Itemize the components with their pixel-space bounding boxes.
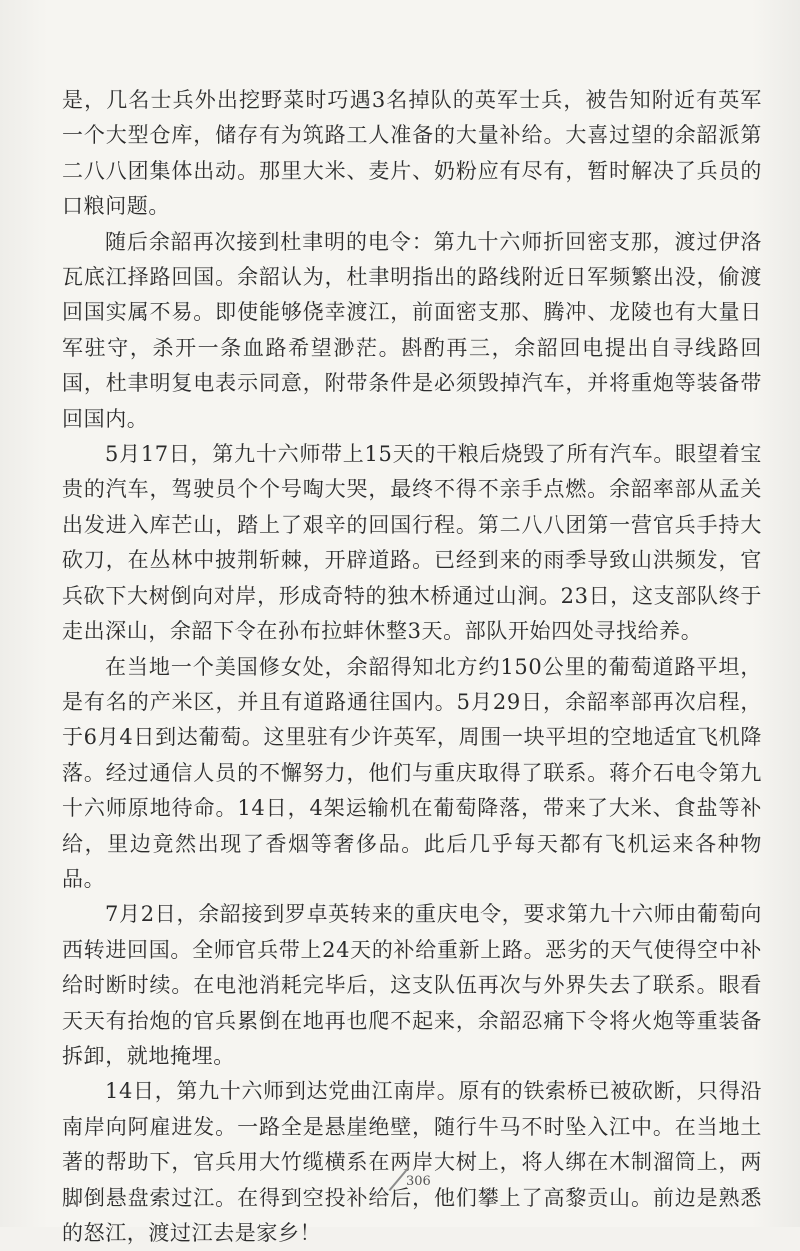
paragraph-4: 在当地一个美国修女处，余韶得知北方约150公里的葡萄道路平坦，是有名的产米区，并且有道路通往国内。5月29日，余韶率部再次启程，于6月4日到达葡萄。这里驻有少许英军，周围一块平坦的空地适宜飞机降落。经过通信人员的不懈努力，他们与重庆取得了联系。蒋介石电令第九十六师原地待命。14日，4架运输机在葡萄降落，带来了大米、食盐等补给，里边竟然出现了香烟等奢侈品。此后几乎每天都有飞机运来各种物品。 <box>62 654 762 891</box>
page-number: 306 <box>406 1174 431 1189</box>
paragraph-1: 是，几名士兵外出挖野菜时巧遇3名掉队的英军士兵，被告知附近有英军一个大型仓库，储存有为筑路工人准备的大量补给。大喜过望的余韶派第二八八团集体出动。那里大米、麦片、奶粉应有尽有，暂时解决了兵员的口粮问题。 <box>62 88 762 219</box>
paragraph-2: 随后余韶再次接到杜聿明的电令：第九十六师折回密支那，渡过伊洛瓦底江择路回国。余韶认为，杜聿明指出的路线附近日军频繁出没，偷渡回国实属不易。即使能够侥幸渡江，前面密支那、腾冲、龙陵也有大量日军驻守，杀开一条血路希望渺茫。斟酌再三，余韶回电提出自寻线路回国，杜聿明复电表示同意，附带条件是必须毁掉汽车，并将重炮等装备带回国内。 <box>62 229 762 431</box>
paragraph-5: 7月2日，余韶接到罗卓英转来的重庆电令，要求第九十六师由葡萄向西转进回国。全师官兵带上24天的补给重新上路。恶劣的天气使得空中补给时断时续。在电池消耗完毕后，这支队伍再次与外界失去了联系。眼看天天有抬炮的官兵累倒在地再也爬不起来，余韶忍痛下令将火炮等重装备拆卸，就地掩埋。 <box>62 902 762 1068</box>
body-text <box>62 83 762 1251</box>
paragraph-3: 5月17日，第九十六师带上15天的干粮后烧毁了所有汽车。眼望着宝贵的汽车，驾驶员个个号啕大哭，最终不得不亲手点燃。余韶率部从孟关出发进入库芒山，踏上了艰辛的回国行程。第二八八团第一营官兵手持大砍刀，在丛林中披荆斩棘，开辟道路。已经到来的雨季导致山洪频发，官兵砍下大树倒向对岸，形成奇特的独木桥通过山涧。23日，这支部队终于走出深山，余韶下令在孙布拉蚌休整3天。部队开始四处寻找给养。 <box>62 442 762 644</box>
paragraph-6: 14日，第九十六师到达党曲江南岸。原有的铁索桥已被砍断，只得沿南岸向阿雇进发。一路全是悬崖绝壁，随行牛马不时坠入江中。在当地土著的帮助下，官兵用大竹缆横系在两岸大树上，将人绑在木制溜筒上，两脚倒悬盘索过江。在得到空投补给后，他们攀上了高黎贡山。前边是熟悉的怒江，渡过江去是家乡！ <box>62 1079 762 1245</box>
page-footer <box>380 1160 460 1200</box>
